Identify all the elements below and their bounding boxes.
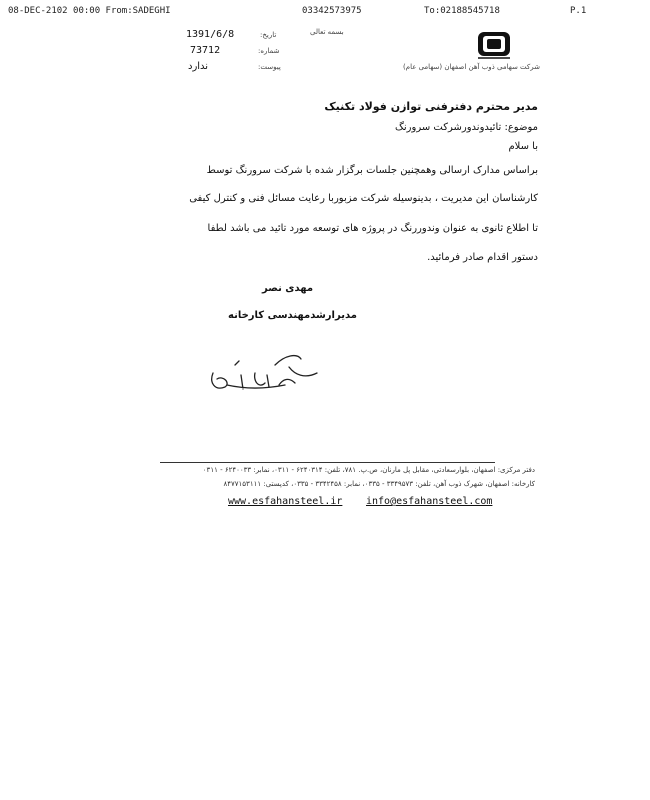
- body-line-2: کارشناسان این مدیریت ، بدینوسیله شرکت مزبوربا رعایت مسائل فنی و کنترل کیفی: [189, 193, 538, 204]
- subject: موضوع: تائیدوندورشرکت سرورنگ: [394, 122, 538, 133]
- footer-rule: [160, 462, 495, 463]
- fax-date-from: 08-DEC-2102 00:00 From:SADEGHI: [8, 6, 171, 16]
- recipient: مدیر محترم دفترفنی توازن فولاد تکنیک: [324, 100, 538, 113]
- greeting: با سلام: [508, 141, 538, 152]
- attachment-value: ندارد: [188, 61, 209, 72]
- number-label: شماره:: [258, 47, 280, 55]
- fax-phone: 03342573975: [302, 6, 362, 16]
- letter-number: 73712: [190, 45, 221, 56]
- signer-name: مهدی نصر: [262, 283, 314, 294]
- company-caption: شرکت سهامی ذوب آهن اصفهان (سهامی عام): [403, 63, 540, 71]
- footer-address-factory: کارخانه: اصفهان، شهرک ذوب آهن، تلفن: ۳۳۴۹۵۷۳ - ۰۳۳۵، نمابر: ۳۳۴۲۴۵۸ - ۰۳۳۵، کدپستی: ۸۴۷۷۱۵۳۱۱۱: [223, 480, 535, 488]
- handwritten-signature: [205, 345, 325, 405]
- body-line-4: دستور اقدام صادر فرمائید.: [427, 252, 538, 263]
- signer-title: مدیرارشدمهندسی کارخانه: [228, 310, 357, 321]
- signature-icon: [205, 345, 325, 405]
- date-label: تاریخ:: [260, 31, 277, 39]
- company-logo-icon: [474, 30, 514, 60]
- letter-date: 1391/6/8: [186, 29, 235, 40]
- footer-website-link[interactable]: www.esfahansteel.ir: [228, 496, 343, 507]
- fax-to: To:02188545718: [424, 6, 500, 16]
- body-line-1: براساس مدارک ارسالی وهمچنین جلسات برگزار شده با شرکت سرورنگ توسط: [206, 165, 538, 176]
- footer-email-link[interactable]: info@esfahansteel.com: [366, 496, 493, 507]
- bismillah: بسمه تعالی: [310, 28, 344, 36]
- body-line-3: تا اطلاع ثانوی به عنوان وندوررنگ در پروژه های توسعه مورد تائید می باشد لطفا: [207, 223, 538, 234]
- company-logo: [474, 30, 514, 60]
- footer-address-head-office: دفتر مرکزی: اصفهان، بلوارسعادتی، مقابل پل مارنان، ص.پ. ۷۸۱، تلفن: ۶۲۴۰۳۱۴ - ۰۳۱۱، نمابر: ۶۲۴۰۰۳۳ - ۰۳۱۱: [202, 466, 535, 474]
- attachment-label: پیوست:: [258, 63, 281, 71]
- fax-page: P.1: [570, 6, 587, 16]
